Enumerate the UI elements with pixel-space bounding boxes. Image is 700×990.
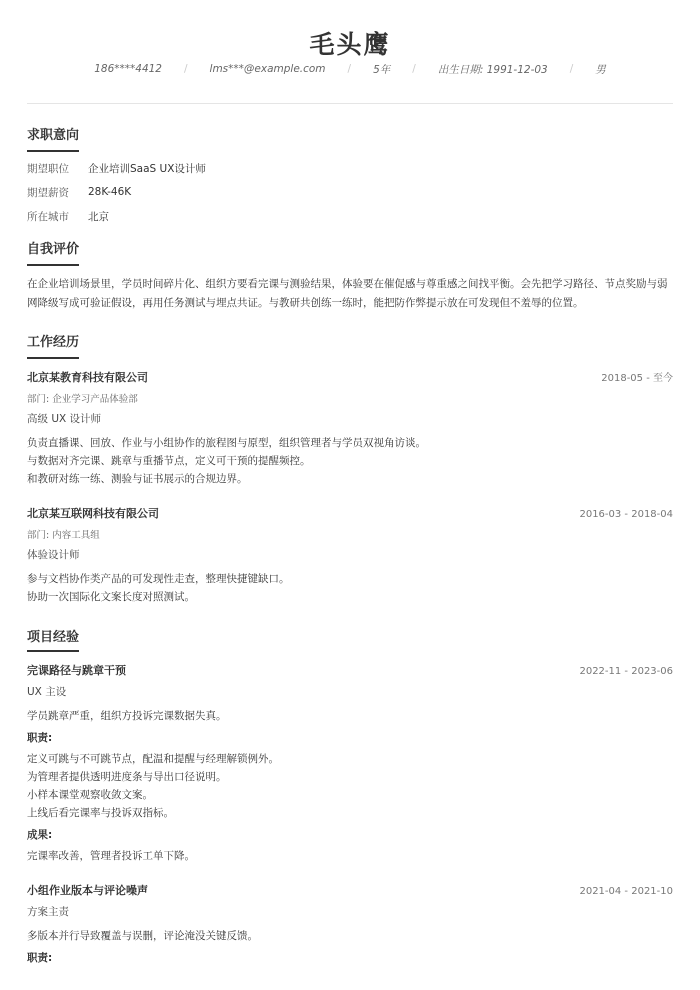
project-results [27,844,673,865]
section-underline [27,650,79,652]
intent-row-city [27,204,673,228]
intent-value: 北京 [88,210,109,223]
project-duty-label: 职责: [27,732,53,744]
work-duty-line: 负责直播课、回放、作业与小组协作的旅程图与原型，组织管理者与学员双视角访谈。 [27,437,426,449]
work-duties [27,426,673,488]
contact-gender: 男 [595,63,606,76]
work-date-range: 2016-03 - 2018-04 [579,509,673,520]
company-name: 北京某互联网科技有限公司 [27,507,159,520]
contact-email[interactable]: lms***@example.com [209,63,326,75]
contact-bar [27,60,673,78]
project-duties [27,747,673,822]
project-entry-header [27,865,673,898]
candidate-name: 毛头鹰 [309,30,391,59]
company-name: 北京某教育科技有限公司 [27,371,148,384]
project-result-label: 成果: [27,829,53,841]
self-eval-text: 在企业培训场景里，学员时间碎片化、组织方要看完课与测验结果，体验要在催促感与尊重感之间找平衡。会先把学习路径、节点奖励与弱网降级写成可验证假设，再用任务测试与埋点共证。与教研共创练一练时，能把防作弊提示放在可发现但不羞辱的位置。 [27,278,668,309]
project-role: 方案主责 [27,906,69,918]
intent-key: 期望职位 [27,162,69,175]
intent-row-position [27,156,673,180]
contact-birthdate: 出生日期: 1991-12-03 [437,63,548,76]
project-duty-line: 小样本课堂观察收敛文案。 [27,789,153,801]
section-title-self-eval [27,228,673,262]
project-entry [27,648,673,865]
project-name: 完课路径与跳章干预 [27,664,126,677]
project-date-range: 2022-11 - 2023-06 [579,666,673,677]
project-result-line: 完课率改善，管理者投诉工单下降。 [27,850,195,862]
intent-key: 所在城市 [27,210,69,223]
section-underline [27,357,79,359]
project-duty-line: 上线后看完课率与投诉双指标。 [27,807,174,819]
project-name: 小组作业版本与评论噪声 [27,884,148,897]
work-entry-header [27,488,673,521]
section-title-work [27,313,673,355]
intent-value: 企业培训SaaS UX设计师 [88,162,206,175]
contact-separator: / [347,63,352,75]
contact-phone: 186****4412 [94,63,162,75]
work-entry-header [27,355,673,385]
work-duty-line: 与数据对齐完课、跳章与重播节点，定义可干预的提醒频控。 [27,455,311,467]
project-duty-line: 为管理者提供透明进度条与导出口径说明。 [27,771,227,783]
project-entry-header [27,648,673,678]
contact-separator: / [569,63,574,75]
section-underline [27,150,79,152]
project-description: 多版本并行导致覆盖与误删，评论淹没关键反馈。 [27,930,258,942]
work-department: 部门: 内容工具组 [27,530,100,541]
contact-separator: / [412,63,416,75]
section-title-text: 项目经验 [27,630,80,645]
work-duties [27,562,673,606]
work-role: 高级 UX 设计师 [27,413,102,425]
section-title-text: 求职意向 [27,128,80,143]
intent-value: 28K-46K [88,186,132,198]
project-entry [27,865,673,967]
project-description: 学员跳章严重，组织方投诉完课数据失真。 [27,710,227,722]
work-duty-line: 参与文档协作类产品的可发现性走查，整理快捷键缺口。 [27,573,290,585]
intent-list [27,148,673,228]
contact-separator: / [183,63,188,75]
intent-key: 期望薪资 [27,186,69,199]
work-date-range: 2018-05 - 至今 [601,373,673,384]
section-title-text: 自我评价 [27,242,80,257]
work-role: 体验设计师 [27,549,80,561]
work-duty-line: 和教研对练一练、测验与证书展示的合规边界。 [27,473,248,485]
section-title-text: 工作经历 [27,335,80,350]
project-duty-label: 职责: [27,952,53,964]
work-department: 部门: 企业学习产品体验部 [27,394,138,405]
section-title-projects [27,606,673,648]
section-underline [27,264,79,266]
project-date-range: 2021-04 - 2021-10 [579,886,673,897]
contact-experience: 5年 [373,63,391,76]
section-title-intent [27,104,673,148]
work-entry [27,355,673,488]
work-entry [27,488,673,606]
work-duty-line: 协助一次国际化文案长度对照测试。 [27,591,195,603]
project-duty-line: 定义可跳与不可跳节点，配温和提醒与经理解锁例外。 [27,753,279,765]
project-role: UX 主设 [27,686,67,698]
intent-row-salary [27,180,673,204]
